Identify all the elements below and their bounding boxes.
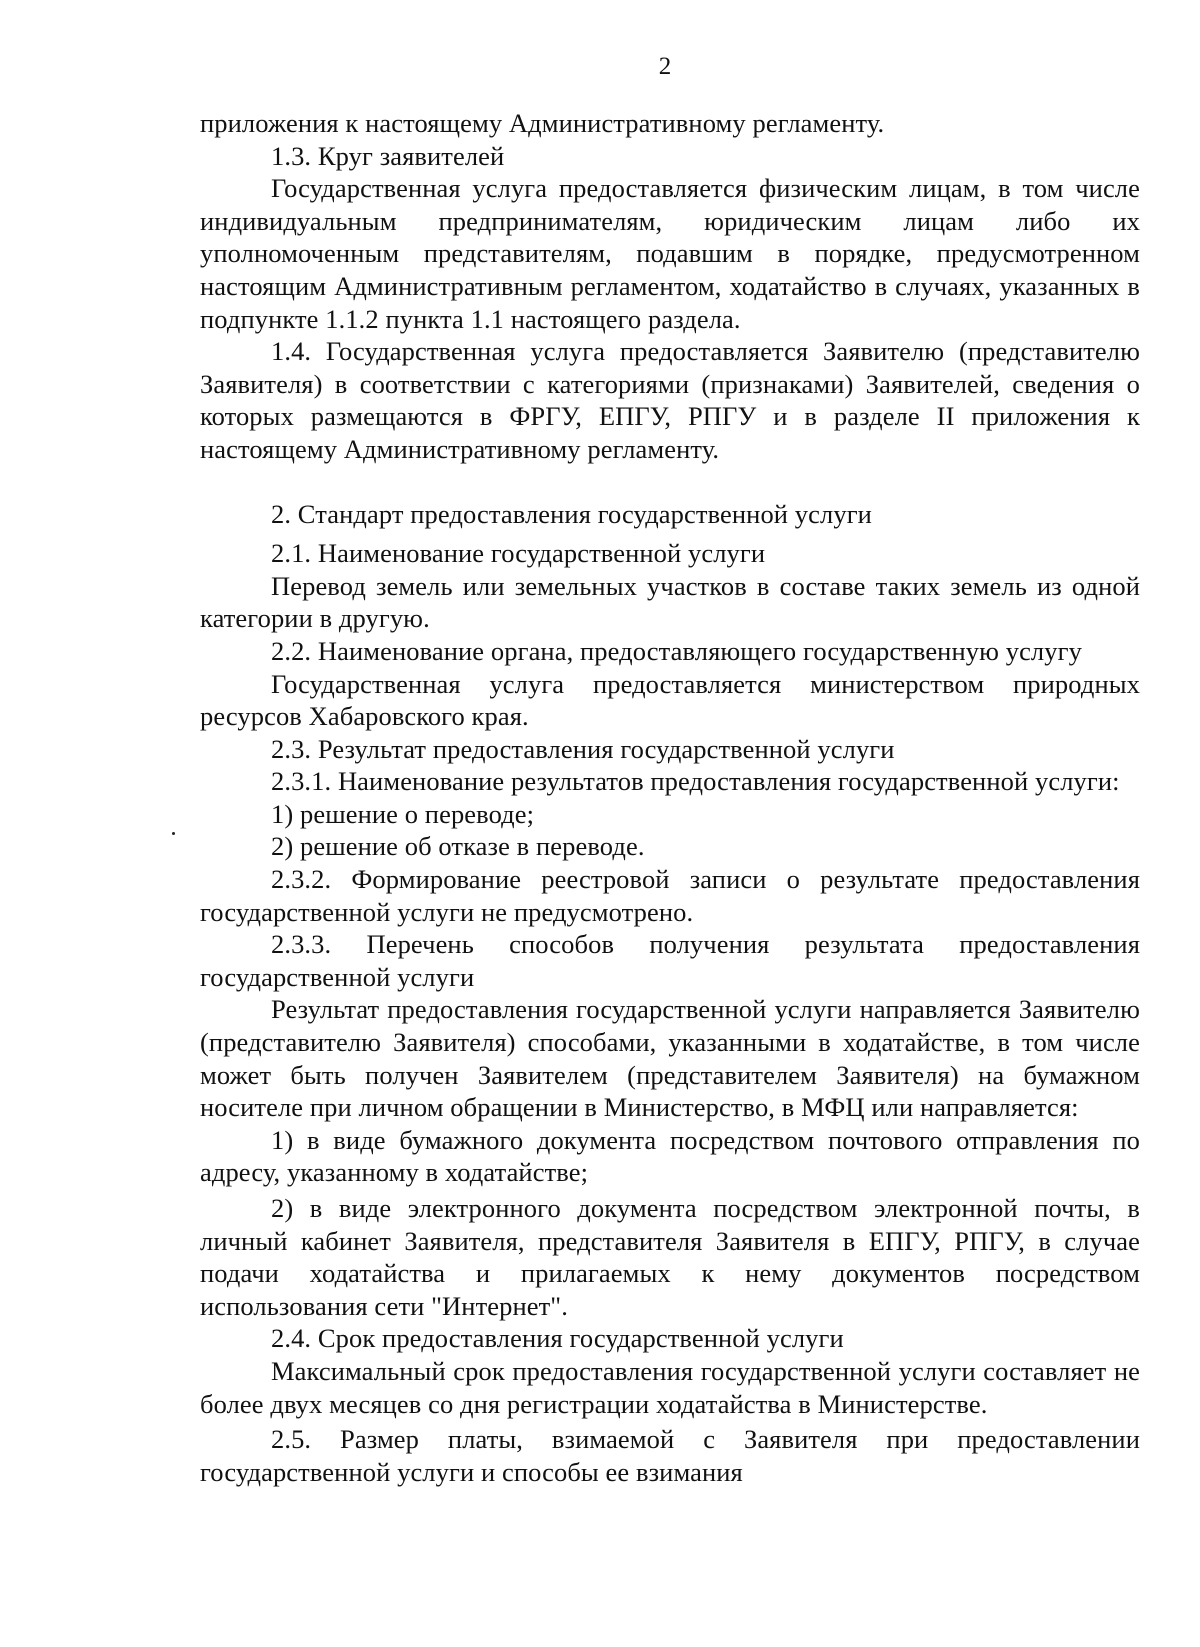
document-body: [200, 107, 1140, 1488]
heading-2-1: 2.1. Наименование государственной услуги: [271, 538, 766, 569]
list-item-paper: 1) в виде бумажного документа посредством почтового отправления по адресу, указанному в ходатайстве;: [200, 1124, 1140, 1188]
list-item-electronic: 2) в виде электронного документа посредством электронной почты, в личный кабинет Заявителя, представителя Заявителя в ЕПГУ, РПГУ, в случае подачи ходатайства и прилагаемых к нему документов посредством использования сети "Интернет".: [200, 1193, 1140, 1321]
heading-2-3-1: 2.3.1. Наименование результатов предоставления государственной услуги:: [271, 766, 1120, 797]
paragraph-authority: Государственная услуга предоставляется министерством природных ресурсов Хабаровского края.: [200, 668, 1140, 732]
heading-2-5: 2.5. Размер платы, взимаемой с Заявителя при предоставлении государственной услуги и способы ее взимания: [200, 1424, 1140, 1487]
section-2-title: 2. Стандарт предоставления государственной услуги: [271, 498, 872, 529]
list-item-refusal: 2) решение об отказе в переводе.: [271, 831, 645, 862]
paragraph-2-3-2: 2.3.2. Формирование реестровой записи о результате предоставления государственной услуги не предусмотрено.: [200, 864, 1140, 927]
list-item-decision: 1) решение о переводе;: [271, 798, 535, 829]
heading-1-3: 1.3. Круг заявителей: [271, 140, 505, 171]
scan-artifact-dot: [172, 832, 175, 835]
paragraph-1-4: 1.4. Государственная услуга предоставляется Заявителю (представителю Заявителя) в соответствии с категориями (признаками) Заявителей, сведения о которых размещаются в ФРГУ, ЕПГУ, РПГУ и в разделе II приложения к настоящему Административному регламенту.: [200, 336, 1140, 464]
heading-2-3: 2.3. Результат предоставления государственной услуги: [271, 733, 895, 764]
page-number: 2: [658, 53, 672, 80]
paragraph-deadline: Максимальный срок предоставления государственной услуги составляет не более двух месяцев со дня регистрации ходатайства в Министерстве.: [200, 1355, 1140, 1419]
paragraph-result-delivery: Результат предоставления государственной услуги направляется Заявителю (представителю Заявителя) способами, указанными в ходатайстве, в том числе может быть получен Заявителем (представителем Заявителя) на бумажном носителе при личном обращении в Министерство, в МФЦ или направляется:: [200, 994, 1140, 1123]
paragraph-service-name: Перевод земель или земельных участков в составе таких земель из одной категории в другую.: [200, 570, 1140, 634]
heading-2-2: 2.2. Наименование органа, предоставляющего государственную услугу: [271, 635, 1082, 666]
heading-2-3-3: 2.3.3. Перечень способов получения результата предоставления государственной услуги: [200, 929, 1140, 992]
heading-2-4: 2.4. Срок предоставления государственной услуги: [271, 1323, 844, 1354]
paragraph-continuation: приложения к настоящему Административному регламенту.: [200, 108, 885, 138]
paragraph-applicants: Государственная услуга предоставляется физическим лицам, в том числе индивидуальным предпринимателям, юридическим лицам либо их уполномоченным представителям, подавшим в порядке, предусмотренном настоящим Административным регламентом, ходатайство в случаях, указанных в подпункте 1.1.2 пункта 1.1 настоящего раздела.: [200, 173, 1140, 334]
